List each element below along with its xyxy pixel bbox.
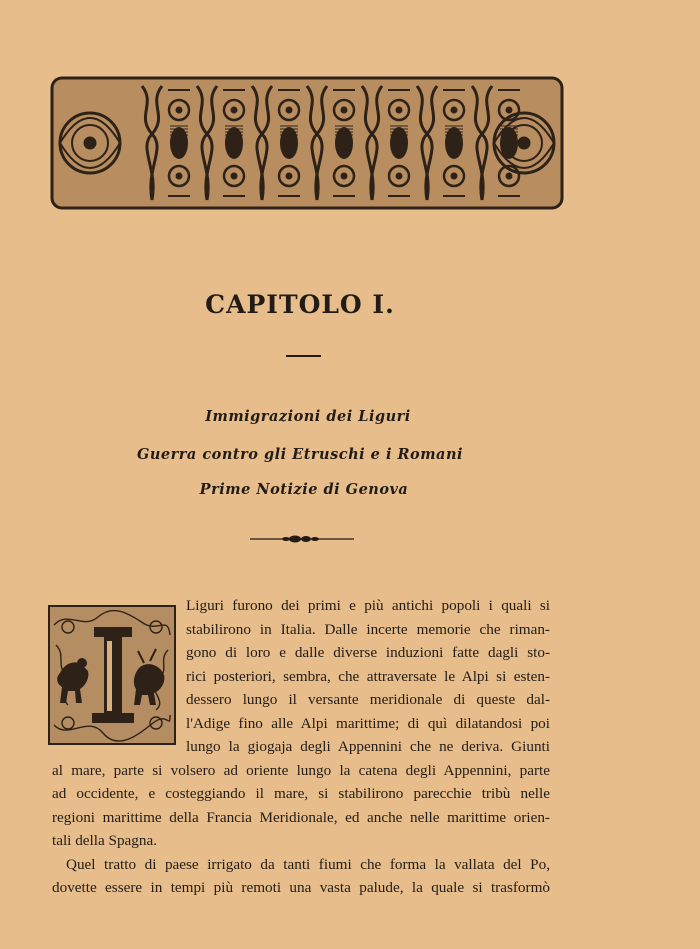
- summary-line-2: Guerra contro gli Etruschi e i Romani: [136, 446, 464, 463]
- text-line: l'Adige fino alle Alpi marittime; di quì dilatandosi poi: [186, 715, 550, 732]
- text-line: tali della Spagna.: [52, 832, 158, 849]
- text-line: al mare, parte si volsero ad oriente lungo la catena degli Appennini, parte: [52, 762, 550, 779]
- text-line: Liguri furono dei primi e più antichi popoli i quali si: [186, 597, 550, 614]
- text-line: lungo la giogaja degli Appennini che ne deriva. Giunti: [186, 738, 550, 755]
- text-line: dessero lungo il versante meridionale di queste dal-: [186, 691, 550, 708]
- title-rule: [286, 355, 321, 357]
- text-line: rici posteriori, sembra, che attraversate le Alpi si esten-: [186, 668, 550, 685]
- text-line: stabilirono in Italia. Dalle incerte memorie che riman-: [186, 621, 550, 638]
- ornamental-headpiece: [50, 76, 564, 210]
- text-line: regioni marittime della Francia Meridionale, ed anche nelle marittime orien-: [52, 809, 550, 826]
- ornamental-separator: [250, 533, 354, 545]
- summary-line-3: Prime Notizie di Genova: [199, 481, 409, 498]
- text-line: gono di loro e dalle diverse induzioni fatte dagli sto-: [186, 644, 550, 661]
- decorated-initial: [48, 605, 176, 745]
- text-line: ad occidente, e costeggiando il mare, si stabilirono parecchie tribù nelle: [52, 785, 550, 802]
- text-line: dovette essere in tempi più remoti una vasta palude, la quale si trasformò: [52, 879, 550, 896]
- chapter-title: CAPITOLO I.: [205, 290, 395, 319]
- summary-line-1: Immigrazioni dei Liguri: [205, 408, 411, 425]
- text-line: Quel tratto di paese irrigato da tanti fiumi che forma la vallata del Po,: [66, 856, 550, 873]
